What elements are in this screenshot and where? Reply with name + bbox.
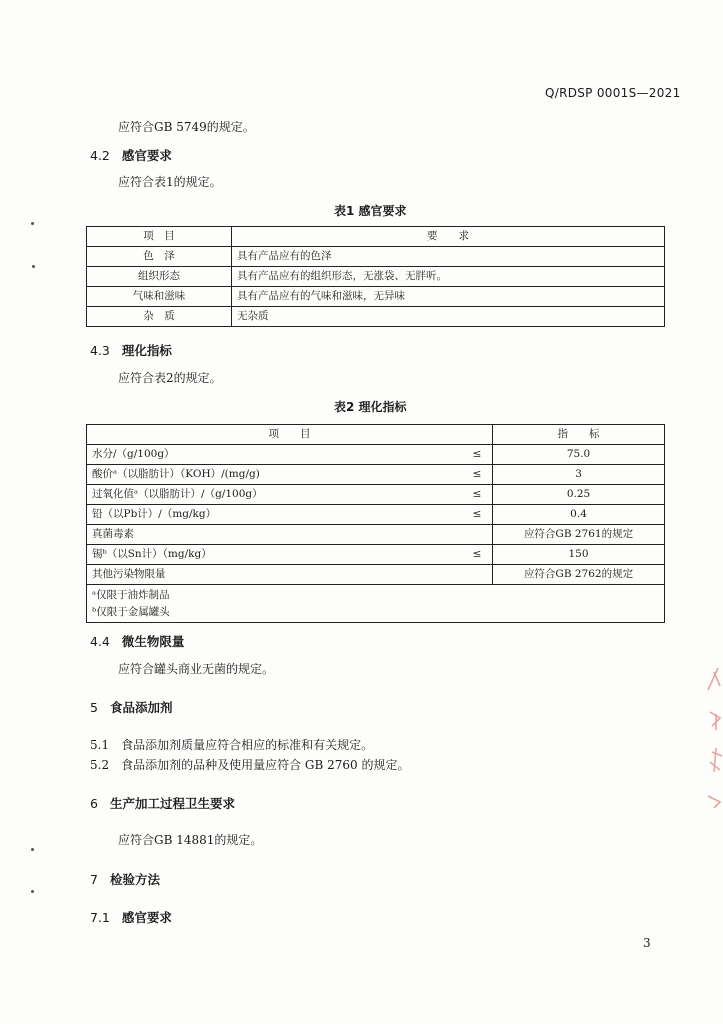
table-row <box>87 505 665 525</box>
scan-dot <box>32 265 35 268</box>
intro-line: 应符合GB 5749的规定。 <box>118 120 255 134</box>
red-seal-edge <box>700 660 723 810</box>
section-number: 5.2 <box>90 758 110 772</box>
section-5-2 <box>90 756 409 773</box>
table-cell-operator: ≤ <box>462 485 493 505</box>
section-6-heading <box>90 794 235 812</box>
table-row <box>87 287 665 307</box>
table-row <box>87 565 665 585</box>
section-number: 4.2 <box>90 148 110 163</box>
table-cell-item: 水分/（g/100g） <box>87 445 463 465</box>
table-header-cell: 要 求 <box>232 227 665 247</box>
section-4-3-heading <box>90 341 172 359</box>
section-number: 6 <box>90 796 98 811</box>
section-7-1-heading <box>90 908 172 926</box>
table-header-cell: 指 标 <box>493 425 665 445</box>
table-physicochemical-indicators <box>86 424 665 623</box>
table-row <box>87 247 665 267</box>
section-title: 微生物限量 <box>121 634 185 649</box>
section-number: 7 <box>90 872 98 887</box>
section-4-3-text: 应符合表2的规定。 <box>118 371 222 385</box>
table-header-cell: 项 目 <box>87 227 232 247</box>
table-cell: 具有产品应有的色泽 <box>232 247 665 267</box>
section-4-4-heading <box>90 632 184 650</box>
table-cell: 色 泽 <box>87 247 232 267</box>
table-cell-operator: ≤ <box>462 445 493 465</box>
document-code: Q/RDSP 0001S—2021 <box>545 86 681 100</box>
table2-caption: 表2 理化指标 <box>334 400 407 414</box>
table-cell-item: 真菌毒素 <box>87 525 463 545</box>
table-header-row <box>87 227 665 247</box>
table-row <box>87 465 665 485</box>
table-cell-operator: ≤ <box>462 465 493 485</box>
table-footnotes <box>87 585 665 623</box>
table-cell: 组织形态 <box>87 267 232 287</box>
table-cell-value: 150 <box>493 545 665 565</box>
table-cell: 杂 质 <box>87 307 232 327</box>
section-title: 食品添加剂 <box>109 700 173 715</box>
section-title: 检验方法 <box>109 872 160 887</box>
scan-dot <box>31 222 34 225</box>
section-number: 5 <box>90 700 98 715</box>
table-cell-operator <box>462 565 493 585</box>
table-row <box>87 445 665 465</box>
table-cell-item: 锡ᵇ（以Sn计）（mg/kg） <box>87 545 463 565</box>
section-4-2-heading <box>90 146 172 164</box>
table-cell-item: 酸价ᵃ（以脂肪计）（KOH）/(mg/g) <box>87 465 463 485</box>
table-row <box>87 307 665 327</box>
scan-dot <box>31 848 34 851</box>
table-row <box>87 267 665 287</box>
table-cell-operator: ≤ <box>462 545 493 565</box>
table-header-row <box>87 425 665 445</box>
table-cell: 具有产品应有的气味和滋味，无异味 <box>232 287 665 307</box>
table1-caption: 表1 感官要求 <box>334 204 407 218</box>
table-cell-value: 0.25 <box>493 485 665 505</box>
section-title: 生产加工过程卫生要求 <box>109 796 235 811</box>
section-title: 感官要求 <box>121 148 172 163</box>
section-4-2-text: 应符合表1的规定。 <box>118 175 222 189</box>
table-cell-value: 应符合GB 2762的规定 <box>493 565 665 585</box>
table-cell-item: 过氧化值ᵃ（以脂肪计）/（g/100g） <box>87 485 463 505</box>
section-text: 食品添加剂质量应符合相应的标准和有关规定。 <box>121 738 374 752</box>
table-cell-operator <box>462 525 493 545</box>
table-row <box>87 485 665 505</box>
footnote-b: ᵇ仅限于金属罐头 <box>92 606 170 618</box>
table-cell: 无杂质 <box>232 307 665 327</box>
table-footnote-row <box>87 585 665 623</box>
scan-dot <box>31 890 34 893</box>
table-row <box>87 545 665 565</box>
table-cell-value: 75.0 <box>493 445 665 465</box>
table-cell-item: 铅（以Pb计）/（mg/kg） <box>87 505 463 525</box>
table-cell-item: 其他污染物限量 <box>87 565 463 585</box>
table-header-cell: 项 目 <box>87 425 493 445</box>
footnote-a: ᵃ仅限于油炸制品 <box>92 589 170 601</box>
page-number: 3 <box>643 936 651 950</box>
table-cell: 具有产品应有的组织形态，无涨袋、无胖听。 <box>232 267 665 287</box>
section-7-heading <box>90 870 160 888</box>
section-text: 食品添加剂的品种及使用量应符合 GB 2760 的规定。 <box>121 758 410 772</box>
table-cell-value: 0.4 <box>493 505 665 525</box>
section-6-text: 应符合GB 14881的规定。 <box>118 833 263 847</box>
section-number: 4.3 <box>90 343 110 358</box>
table-cell: 气味和滋味 <box>87 287 232 307</box>
section-title: 感官要求 <box>121 910 172 925</box>
table-cell-value: 3 <box>493 465 665 485</box>
table-cell-value: 应符合GB 2761的规定 <box>493 525 665 545</box>
section-number: 7.1 <box>90 910 110 925</box>
section-title: 理化指标 <box>121 343 172 358</box>
table-cell-operator: ≤ <box>462 505 493 525</box>
section-number: 4.4 <box>90 634 110 649</box>
section-5-1 <box>90 736 373 753</box>
section-number: 5.1 <box>90 738 110 752</box>
table-row <box>87 525 665 545</box>
section-4-4-text: 应符合罐头商业无菌的规定。 <box>118 662 275 676</box>
section-5-heading <box>90 698 172 716</box>
table-sensory-requirements <box>86 226 665 327</box>
